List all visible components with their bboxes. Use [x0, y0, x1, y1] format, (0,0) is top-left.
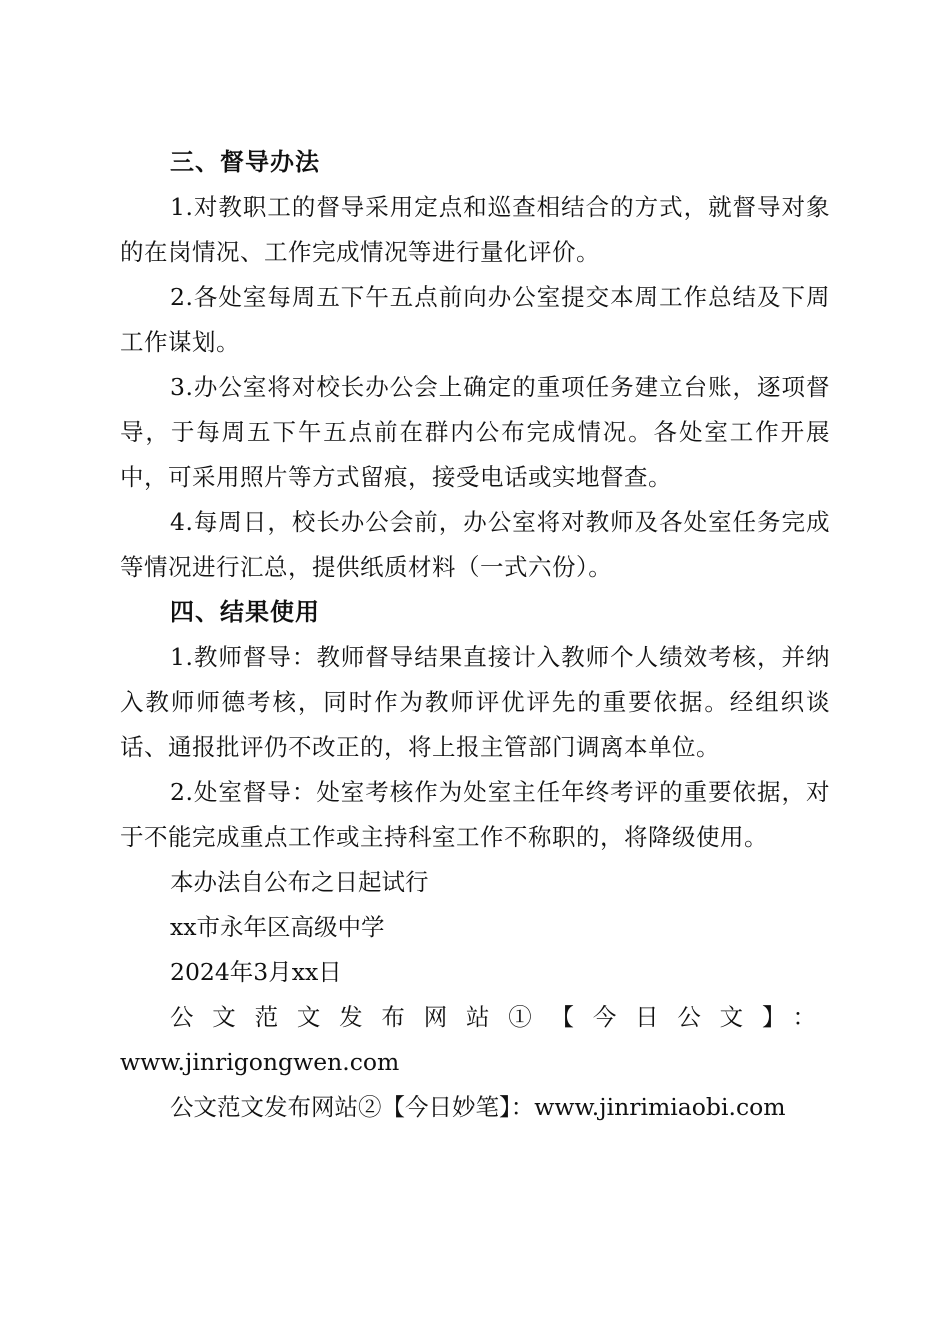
issuer-name: xx市永年区高级中学 — [170, 913, 385, 941]
section-heading-result-usage: 四、结果使用 — [170, 598, 320, 626]
paragraph-method-1: 1.对教职工的督导采用定点和巡查相结合的方式，就督导对象的在岗情况、工作完成情况等进行量化评价。 — [120, 193, 830, 266]
paragraph-method-4: 4.每周日，校长办公会前，办公室将对教师及各处室任务完成等情况进行汇总，提供纸质材料（一式六份）。 — [120, 508, 830, 581]
footer-site1-url[interactable]: www.jinrigongwen.com — [120, 1048, 400, 1076]
document-page — [120, 140, 830, 1130]
issue-date: 2024年3月xx日 — [170, 958, 342, 986]
footer-site2[interactable]: 公文范文发布网站②【今日妙笔】：www.jinrimiaobi.com — [170, 1093, 786, 1121]
paragraph-result-2: 2.处室督导：处室考核作为处室主任年终考评的重要依据，对于不能完成重点工作或主持科室工作不称职的，将降级使用。 — [120, 778, 830, 851]
effective-statement: 本办法自公布之日起试行 — [170, 868, 429, 896]
paragraph-method-3: 3.办公室将对校长办公会上确定的重项任务建立台账，逐项督导，于每周五下午五点前在群内公布完成情况。各处室工作开展中，可采用照片等方式留痕，接受电话或实地督查。 — [120, 373, 830, 491]
paragraph-method-2: 2.各处室每周五下午五点前向办公室提交本周工作总结及下周工作谋划。 — [120, 283, 830, 356]
footer-site1-label: 公文范文发布网站①【今日公文】： — [170, 1003, 830, 1031]
section-heading-supervision-methods: 三、督导办法 — [170, 148, 320, 176]
paragraph-result-1: 1.教师督导：教师督导结果直接计入教师个人绩效考核，并纳入教师师德考核，同时作为教师评优评先的重要依据。经组织谈话、通报批评仍不改正的，将上报主管部门调离本单位。 — [120, 643, 830, 761]
